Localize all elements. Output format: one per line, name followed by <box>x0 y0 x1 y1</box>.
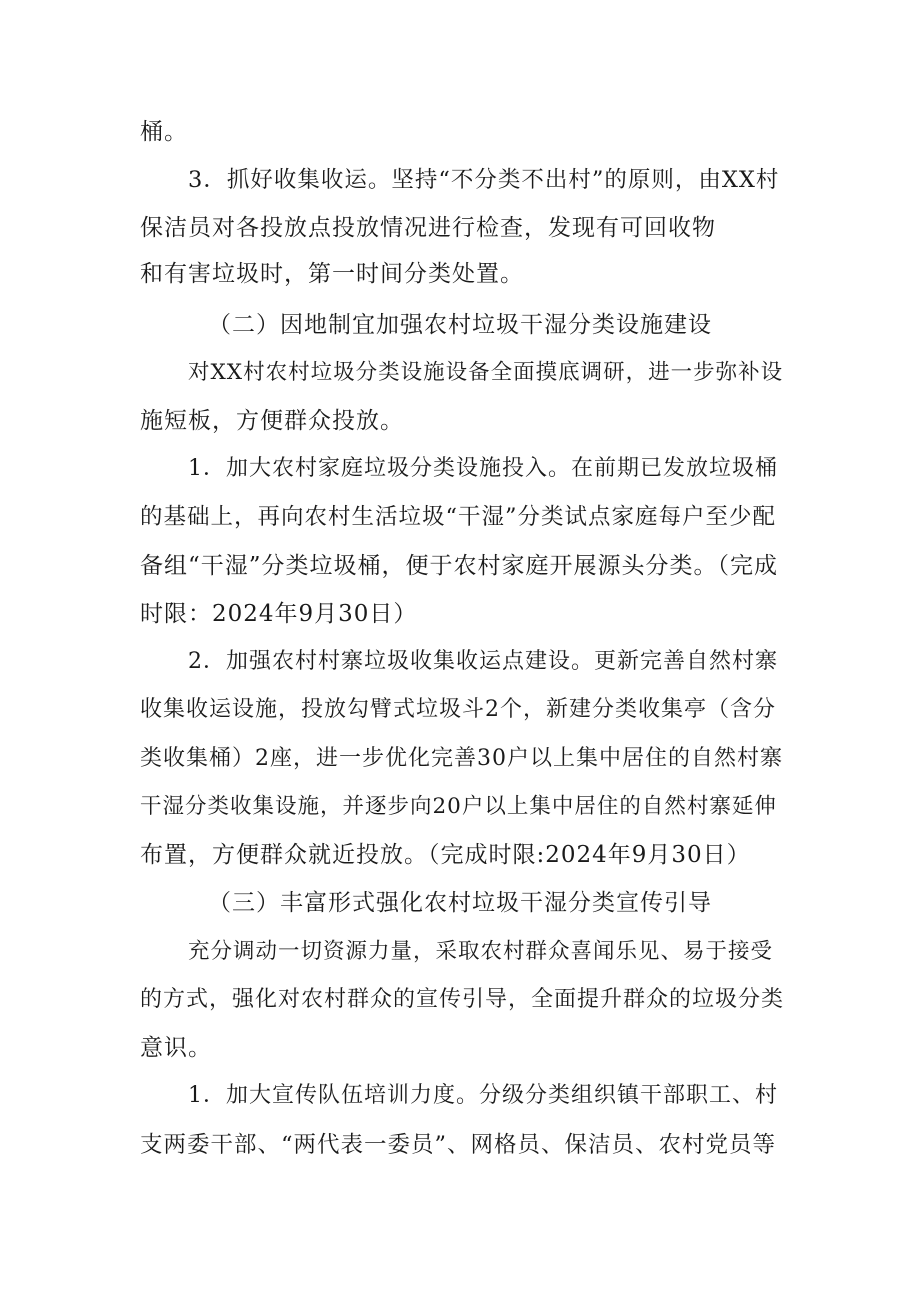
text-line: 1．加大宣传队伍培训力度。分级分类组织镇干部职工、村 <box>188 1083 778 1108</box>
text-line: 类收集桶）2座，进一步优化完善30户以上集中居住的自然村寨 <box>140 746 783 771</box>
text-line: 布置，方便群众就近投放。（完成时限:2024年9月30日） <box>140 842 751 868</box>
text-line: 收集收运设施，投放勾臂式垃圾斗2个，新建分类收集亭（含分 <box>140 697 776 722</box>
text-line: 保洁员对各投放点投放情况进行检查，发现有可回收物 <box>140 215 716 241</box>
text-line: 干湿分类收集设施，并逐步向20户以上集中居住的自然村寨延伸 <box>140 794 777 819</box>
text-line: 对XX村农村垃圾分类设施设备全面摸底调研，进一步弥补设 <box>188 360 784 385</box>
text-line: 1．加大农村家庭垃圾分类设施投入。在前期已发放垃圾桶 <box>188 456 778 481</box>
text-line: 的基础上，再向农村生活垃圾“干湿”分类试点家庭每户至少配 <box>140 504 777 530</box>
text-line: 桶。 <box>140 119 188 145</box>
text-line: 充分调动一切资源力量，采取农村群众喜闻乐见、易于接受 <box>188 939 774 964</box>
text-line: 3．抓好收集收运。坚持“不分类不出村”的原则，由XX村 <box>188 167 780 193</box>
section-heading: （三）丰富形式强化农村垃圾干湿分类宣传引导 <box>208 890 712 916</box>
text-line: 和有害垃圾时，第一时间分类处置。 <box>140 261 524 287</box>
text-line: 2．加强农村村寨垃圾收集收运点建设。更新完善自然村寨 <box>188 649 778 674</box>
text-line: 意识。 <box>140 1035 212 1061</box>
text-line: 施短板，方便群众投放。 <box>140 408 404 434</box>
text-line: 的方式，强化对农村群众的宣传引导，全面提升群众的垃圾分类 <box>140 987 785 1012</box>
section-heading: （二）因地制宜加强农村垃圾干湿分类设施建设 <box>208 312 712 338</box>
text-line: 支两委干部、“两代表一委员”、网格员、保洁员、农村党员等 <box>140 1132 777 1158</box>
text-line: 时限：2024年9月30日） <box>140 601 418 627</box>
text-line: 备组“干湿”分类垃圾桶，便于农村家庭开展源头分类。（完成 <box>140 553 779 579</box>
